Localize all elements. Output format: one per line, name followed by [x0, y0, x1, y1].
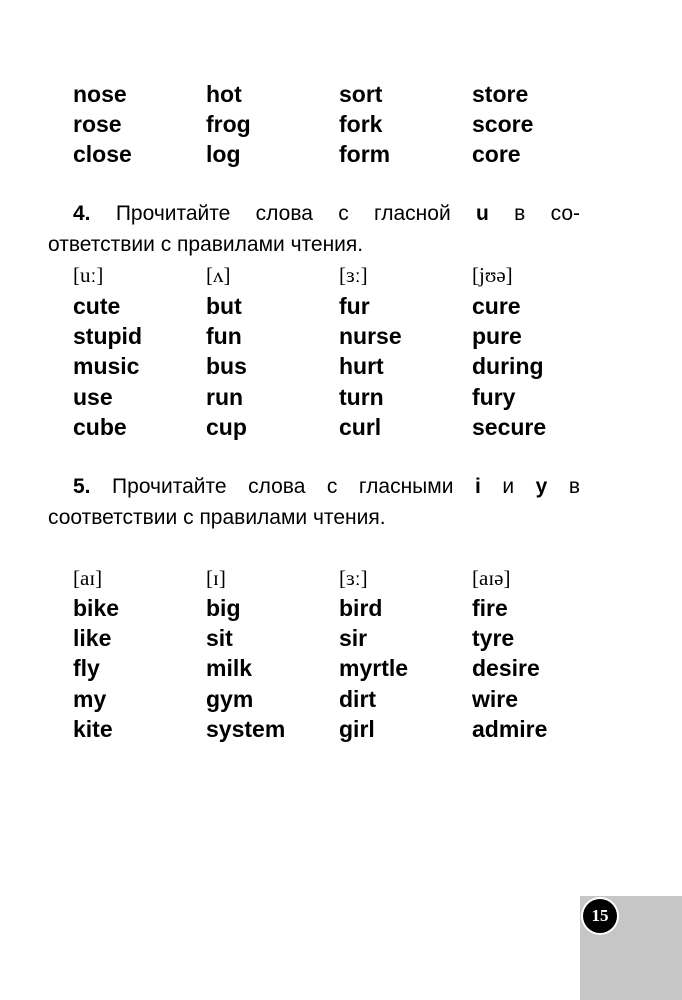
- phonetic-header-row: [73, 563, 633, 593]
- word-cell: like: [73, 625, 112, 652]
- word-cell: use: [73, 383, 113, 410]
- word-cell: sort: [339, 81, 383, 107]
- phonetic-symbol: [uː]: [73, 263, 104, 287]
- phonetic-symbol: [ɪ]: [206, 566, 226, 590]
- phonetic-symbol: [ɜː]: [339, 566, 368, 590]
- word-cell: core: [472, 141, 521, 168]
- page-number: 15: [583, 899, 617, 933]
- word-row: [73, 412, 633, 442]
- word-row: [73, 351, 633, 381]
- word-row: [73, 593, 633, 623]
- word-cell: close: [73, 141, 132, 168]
- word-cell: cup: [206, 413, 247, 440]
- word-row: [73, 109, 633, 139]
- task-4-instruction: [48, 199, 580, 260]
- phonetic-symbol: [ɜː]: [339, 263, 368, 287]
- task-5-line-2: соответствии с правилами чтения.: [48, 505, 386, 529]
- task-5-text: Прочитайте слова с гласными: [90, 475, 475, 498]
- word-cell: gym: [206, 685, 254, 712]
- word-cell: big: [206, 595, 241, 621]
- word-cell: milk: [206, 655, 253, 682]
- word-cell: music: [73, 353, 140, 380]
- word-cell: hot: [206, 81, 242, 107]
- phonetic-symbol: [ʌ]: [206, 263, 231, 287]
- word-cell: fun: [206, 323, 242, 350]
- word-row: [73, 714, 633, 744]
- word-cell: nurse: [339, 323, 402, 350]
- word-cell: log: [206, 141, 241, 168]
- word-cell: store: [472, 81, 529, 107]
- task-5-text-end: в: [547, 475, 581, 498]
- phonetic-symbol: [aɪə]: [472, 566, 511, 590]
- word-cell: form: [339, 141, 391, 168]
- word-cell: fire: [472, 595, 508, 621]
- word-row: [73, 684, 633, 714]
- word-cell: bus: [206, 353, 247, 380]
- word-cell: fork: [339, 111, 383, 138]
- task-5-phonetics: [73, 563, 633, 593]
- word-cell: but: [206, 293, 242, 319]
- task-5-number: 5.: [73, 475, 91, 498]
- task-4-number: 4.: [73, 202, 91, 225]
- word-cell: pure: [472, 323, 522, 350]
- word-cell: secure: [472, 413, 547, 440]
- word-cell: fly: [73, 655, 100, 682]
- task-5-word-table: [73, 593, 633, 744]
- phonetic-symbol: [jʊə]: [472, 263, 513, 287]
- task-4-text-end: в со-: [488, 202, 581, 225]
- word-cell: nose: [73, 81, 127, 107]
- task-4-line-2: ответствии с правилами чтения.: [48, 232, 364, 256]
- word-cell: kite: [73, 715, 113, 742]
- word-cell: cute: [73, 293, 121, 319]
- task-5-letter-y: y: [535, 475, 548, 498]
- task-5-instruction: [48, 472, 580, 533]
- word-cell: fur: [339, 293, 370, 319]
- word-cell: my: [73, 685, 107, 712]
- word-cell: turn: [339, 383, 384, 410]
- word-cell: myrtle: [339, 655, 409, 682]
- word-cell: cube: [73, 413, 127, 440]
- word-cell: fury: [472, 383, 516, 410]
- word-cell: desire: [472, 655, 540, 682]
- word-cell: tyre: [472, 625, 515, 652]
- task-4-letter: u: [476, 202, 489, 225]
- task-5-conj: и: [480, 475, 536, 498]
- phonetic-symbol: [aɪ]: [73, 566, 103, 590]
- word-row: [73, 139, 633, 169]
- word-cell: hurt: [339, 353, 384, 380]
- word-cell: bird: [339, 595, 383, 621]
- task-5-letter-i: i: [474, 475, 481, 498]
- task-4-phonetics: [73, 260, 633, 290]
- word-cell: rose: [73, 111, 122, 138]
- phonetic-header-row: [73, 260, 633, 290]
- word-cell: system: [206, 715, 286, 742]
- word-row: [73, 623, 633, 653]
- word-row: [73, 382, 633, 412]
- task-4-word-table: [73, 291, 633, 442]
- word-cell: admire: [472, 715, 548, 742]
- word-cell: curl: [339, 413, 382, 440]
- top-word-table: [73, 79, 633, 170]
- word-row: [73, 653, 633, 683]
- word-cell: girl: [339, 715, 375, 742]
- word-row: [73, 321, 633, 351]
- word-cell: sir: [339, 625, 368, 652]
- word-cell: frog: [206, 111, 251, 138]
- word-cell: bike: [73, 595, 120, 621]
- word-cell: wire: [472, 685, 519, 712]
- word-cell: sit: [206, 625, 233, 652]
- word-row: [73, 79, 633, 109]
- word-cell: cure: [472, 293, 521, 319]
- word-row: [73, 291, 633, 321]
- word-cell: run: [206, 383, 244, 410]
- word-cell: dirt: [339, 685, 377, 712]
- task-4-text: Прочитайте слова с гласной: [90, 202, 476, 225]
- word-cell: stupid: [73, 323, 142, 350]
- word-cell: score: [472, 111, 534, 138]
- word-cell: during: [472, 353, 544, 380]
